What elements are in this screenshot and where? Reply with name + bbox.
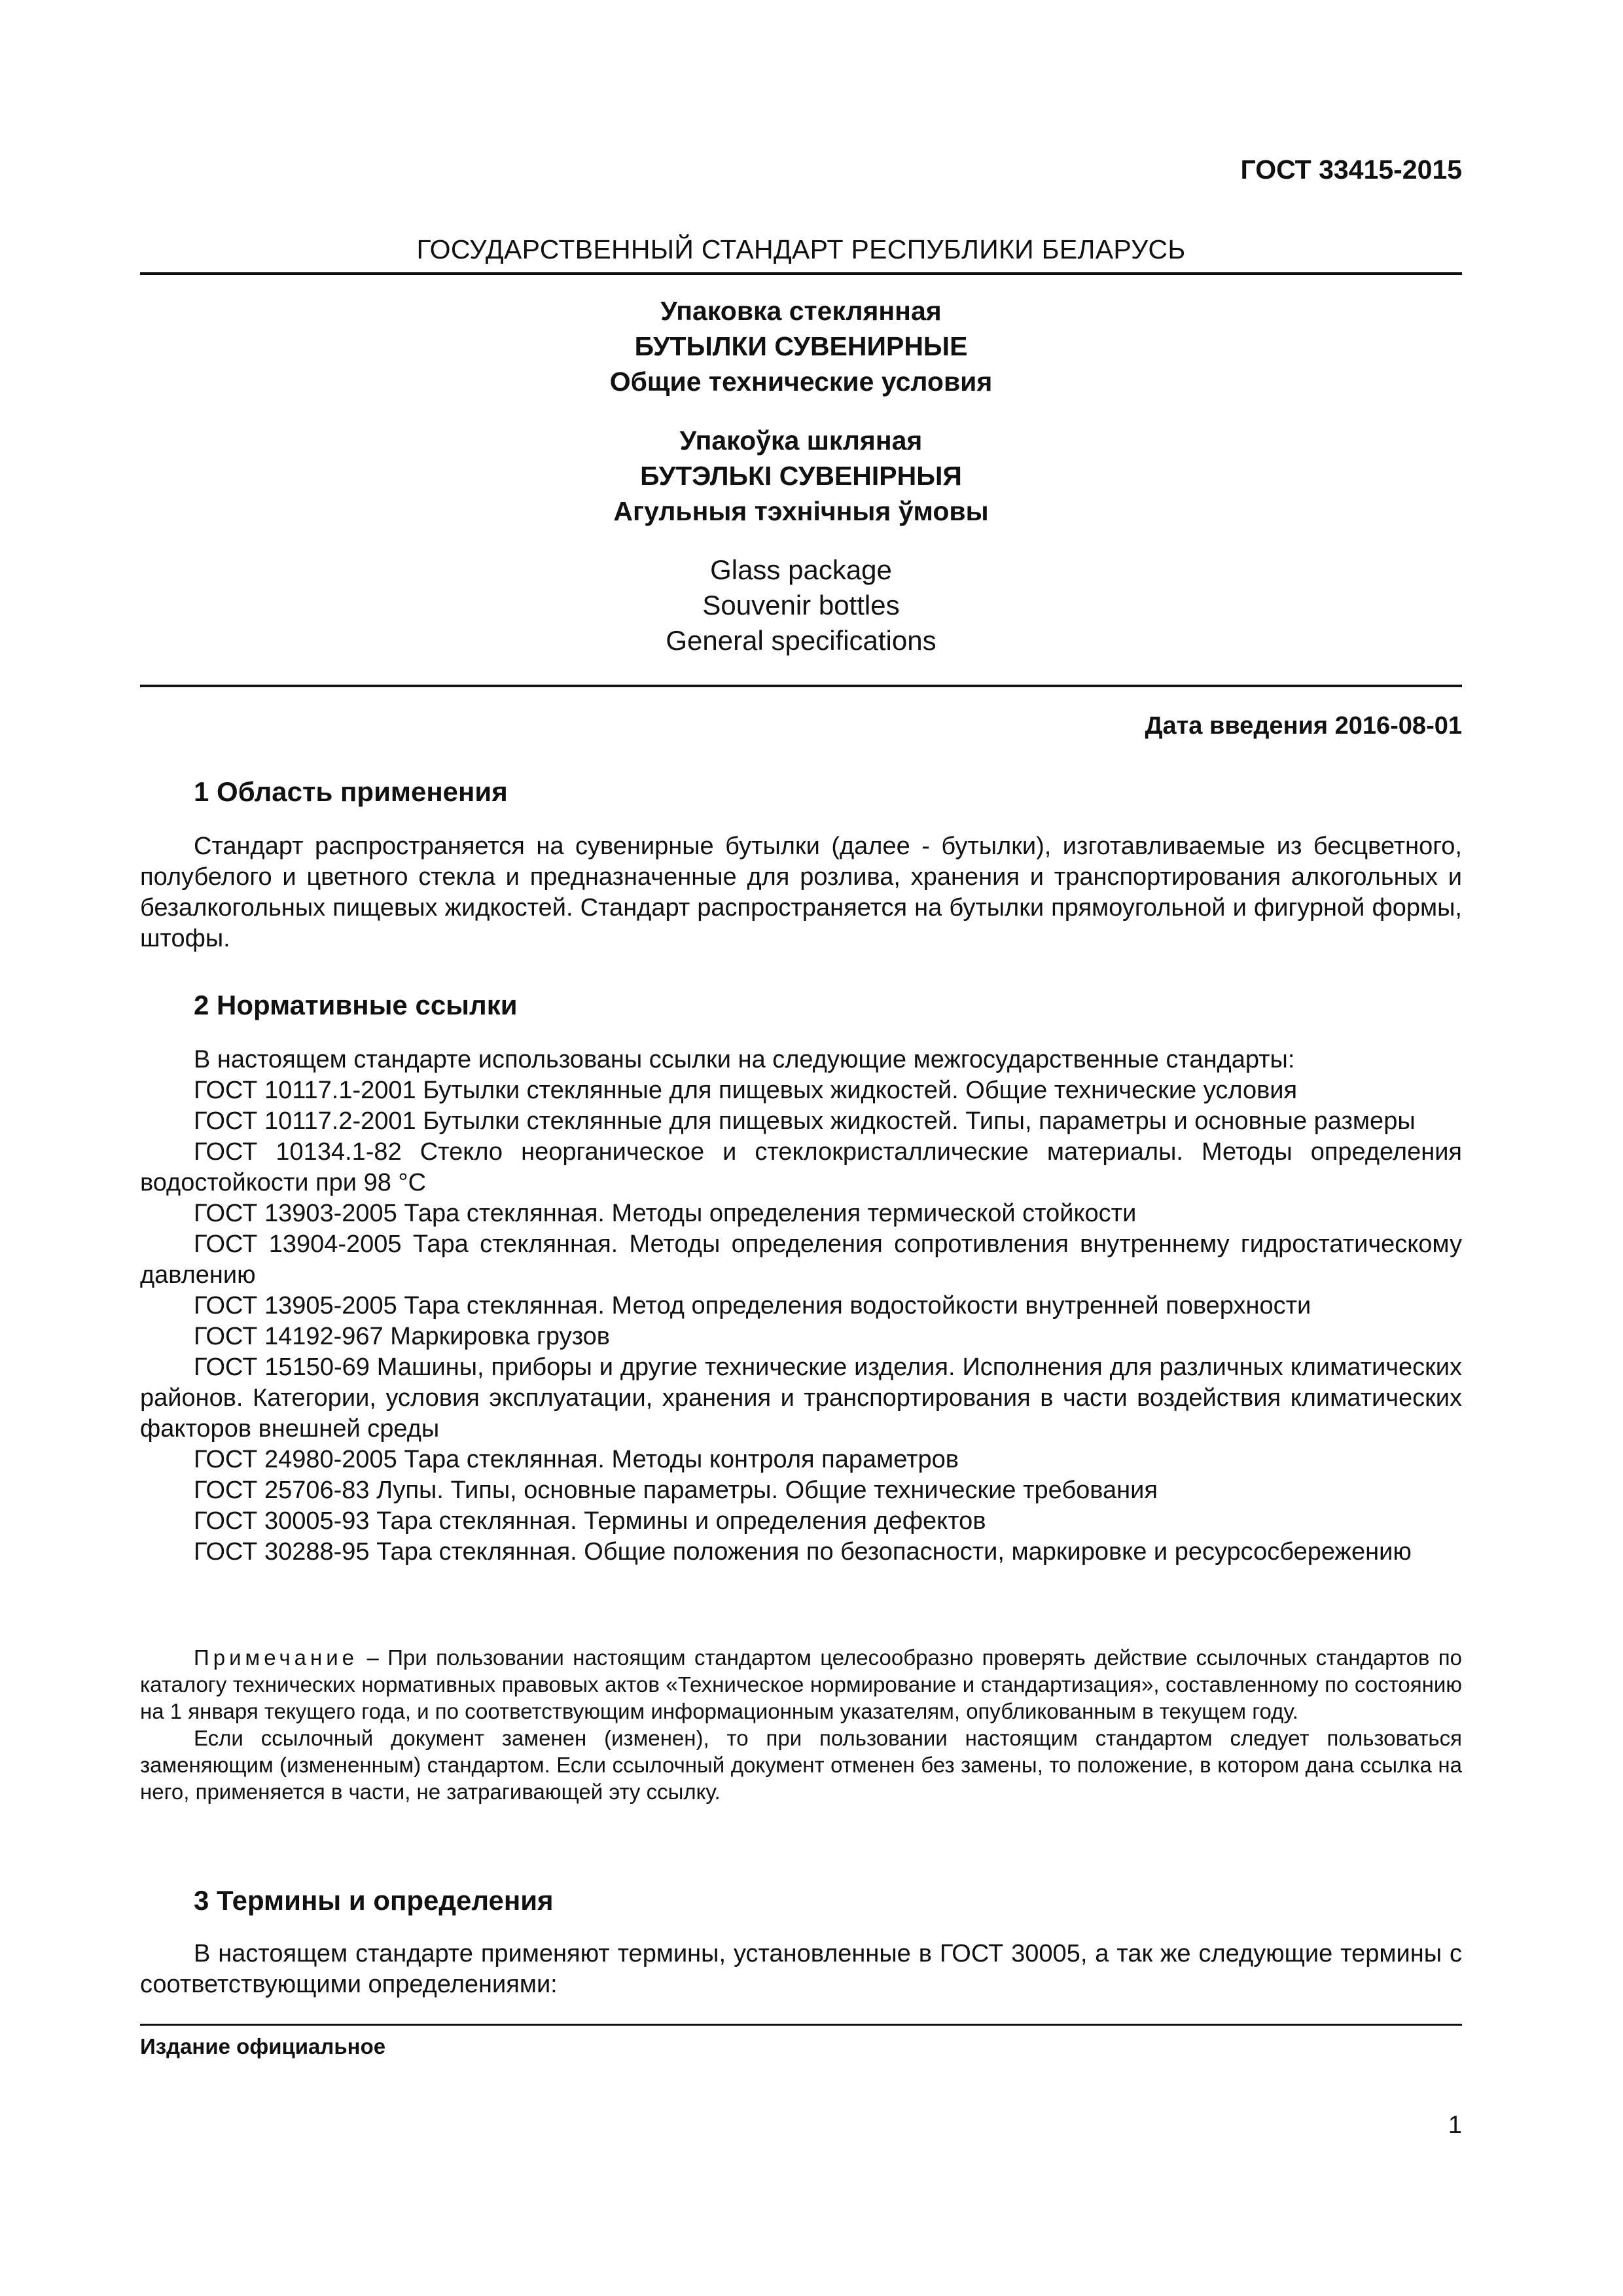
title-ru-line-2: БУТЫЛКИ СУВЕНИРНЫЕ (634, 331, 968, 361)
edition-label: Издание официальное (140, 2034, 386, 2058)
note-label: Примечание (194, 1645, 359, 1670)
section-2-references (140, 1045, 1462, 1568)
document-code: ГОСТ 33415-2015 (1240, 154, 1462, 185)
section-3-body (140, 1939, 1462, 2000)
title-belarusian (140, 423, 1462, 529)
title-en-line-2: Souvenir bottles (702, 590, 900, 620)
document-page (140, 0, 1462, 2296)
note-text: – При пользовании настоящим стандартом целесообразно проверять действие ссылочных стандартов по каталогу технических нормативных правовых актов «Техническое нормирование и стандартизация», составленному по состоянию на 1 января текущего года, и по соответствующим информационным указателям, опубликованным в текущем году. (140, 1645, 1462, 1723)
page-number: 1 (1448, 2111, 1462, 2139)
reference-item: ГОСТ 10117.2-2001 Бутылки стеклянные для пищевых жидкостей. Типы, параметры и основные размеры (194, 1107, 1416, 1135)
title-en-line-1: Glass package (710, 554, 892, 585)
header-rule (140, 272, 1462, 275)
reference-item: ГОСТ 13904-2005 Тара стеклянная. Методы определения сопротивления внутреннему гидростатическому давлению (140, 1230, 1462, 1289)
title-english (140, 552, 1462, 658)
section-2-note (140, 1644, 1462, 1805)
reference-item: ГОСТ 30005-93 Тара стеклянная. Термины и определения дефектов (194, 1507, 986, 1535)
reference-item: ГОСТ 10117.1-2001 Бутылки стеклянные для пищевых жидкостей. Общие технические условия (194, 1077, 1298, 1104)
reference-item: ГОСТ 30288-95 Тара стеклянная. Общие положения по безопасности, маркировке и ресурсосбережению (194, 1538, 1412, 1566)
references-intro: В настоящем стандарте использованы ссылки на следующие межгосударственные стандарты: (194, 1046, 1295, 1073)
title-by-line-1: Упакоўка шкляная (679, 425, 923, 456)
section-1-paragraph: Стандарт распространяется на сувенирные бутылки (далее - бутылки), изготавливаемые из бесцветного, полубелого и цветного стекла и предназначенные для розлива, хранения и транспортирования алкогольных и безалкогольных пищевых жидкостей. Стандарт распространяется на бутылки прямоугольной и фигурной формы, штофы. (140, 833, 1462, 952)
note-paragraph-2: Если ссылочный документ заменен (изменен), то при пользовании настоящим стандартом следует пользоваться заменяющим (измененным) стандартом. Если ссылочный документ отменен без замены, то положение, в котором дана ссылка на него, применяется в части, не затрагивающей эту ссылку. (140, 1726, 1462, 1804)
reference-item: ГОСТ 13905-2005 Тара стеклянная. Метод определения водостойкости внутренней поверхности (194, 1292, 1311, 1319)
reference-item: ГОСТ 25706-83 Лупы. Типы, основные параметры. Общие технические требования (194, 1477, 1158, 1504)
section-1-body (140, 831, 1462, 954)
section-1-heading: 1 Область применения (194, 776, 508, 807)
reference-item: ГОСТ 15150-69 Машины, приборы и другие технические изделия. Исполнения для различных климатических районов. Категории, условия эксплуатации, хранения и транспортирования в части воздействия климатических факторов внешней среды (140, 1354, 1462, 1443)
footer-rule (140, 2024, 1462, 2026)
title-rule (140, 685, 1462, 687)
section-3-heading: 3 Термины и определения (194, 1885, 554, 1916)
title-ru-line-3: Общие технические условия (609, 367, 993, 397)
reference-item: ГОСТ 14192-967 Маркировка грузов (194, 1323, 610, 1350)
reference-item: ГОСТ 24980-2005 Тара стеклянная. Методы контроля параметров (194, 1446, 959, 1473)
reference-item: ГОСТ 10134.1-82 Стекло неорганическое и стеклокристаллические материалы. Методы определения водостойкости при 98 °С (140, 1138, 1462, 1196)
reference-item: ГОСТ 13903-2005 Тара стеклянная. Методы определения термической стойкости (194, 1200, 1137, 1227)
state-standard-title: ГОСУДАРСТВЕННЫЙ СТАНДАРТ РЕСПУБЛИКИ БЕЛАРУСЬ (416, 234, 1186, 264)
title-ru-line-1: Упаковка стеклянная (660, 296, 942, 326)
section-3-paragraph: В настоящем стандарте применяют термины, установленные в ГОСТ 30005, а так же следующие термины с соответствующими определениями: (140, 1940, 1462, 1998)
title-en-line-3: General specifications (666, 625, 936, 656)
title-by-line-2: БУТЭЛЬКІ СУВЕНІРНЫЯ (640, 461, 962, 491)
section-2-heading: 2 Нормативные ссылки (194, 990, 518, 1020)
introduction-date: Дата введения 2016-08-01 (1145, 712, 1462, 740)
title-russian (140, 293, 1462, 399)
title-by-line-3: Агульныя тэхнічныя ўмовы (613, 496, 989, 526)
note-paragraph-1 (140, 1644, 1462, 1725)
